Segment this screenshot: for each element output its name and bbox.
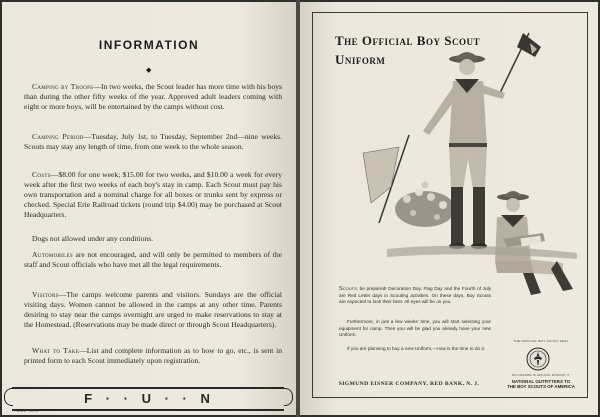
- paragraph-text: —$8.00 for one week; $15.00 for two weeks, and $10.00 a week for every week after the first two weeks of each boy's stay in camp. Each Scout must pay his own transportation and a nominal charge for all boxes or trunks sent by express or checked. Special Erie Railroad tickets (round trip $4.00) may be purchased at Scout Headquarters.: [24, 170, 282, 219]
- outfitters-line-2: THE BOY SCOUTS OF AMERICA: [507, 384, 575, 389]
- paragraph-text: —Tuesday, July 1st, to Tuesday, September 2nd—nine weeks. Scouts may stay any length of time, from one week to the whole season.: [24, 132, 282, 151]
- advertisement-title: [335, 31, 515, 69]
- seal-note: NO UNIFORM IS OFFICIAL WITHOUT IT: [512, 374, 570, 377]
- right-page: [300, 2, 598, 415]
- paragraph-lead: Automobiles: [32, 250, 73, 259]
- paragraph-what-to-take: [24, 346, 282, 366]
- diamond-ornament-icon: ◆: [146, 66, 152, 74]
- paragraph-lead: Visitors: [32, 290, 59, 299]
- company-name: SIGMUND EISNER COMPANY, RED BANK, N. J.: [338, 381, 480, 387]
- ad-copy-text: Furthermore, in just a few weeks' time, you will start selecting your equipment for camp. Then you will be glad you already have your new Uniform.: [339, 319, 491, 338]
- paragraph-lead: Camping by Troops: [32, 82, 94, 91]
- paragraph-costs: [24, 170, 282, 220]
- seated-scout-figure: [495, 191, 573, 295]
- left-page: [2, 2, 296, 415]
- flower-bush-icon: [395, 182, 455, 228]
- paragraph-text: are not encouraged, and will only be permitted to members of the staff and Scout officials who have met all the legal requirements.: [24, 250, 282, 269]
- paragraph-text: —The camps welcome parents and visitors. Sundays are the official visiting days. Women cannot be allowed in the camps at any other time. Parents desiring to stay near the camps overnight are urged to make reservations to stay at the Homestead. (Reservations may be made direct or through Scout Headquarters).: [24, 290, 282, 329]
- paragraph-camping-by-troops: [24, 82, 282, 112]
- paragraph-automobiles: [24, 250, 282, 270]
- ad-copy-text: , be prepared! Decoration Day, Flag Day and the Fourth of July are Red Letter days in Scouting activities. On these days, Boy Scouts are expected to look their best. All eyes will be on you.: [339, 286, 491, 305]
- outfitters-text: [497, 379, 585, 389]
- page-number: PAGE TEN: [14, 408, 38, 413]
- right-scroll-ornament-icon: [284, 388, 293, 406]
- ad-copy-lead: Scouts: [339, 286, 357, 292]
- advertisement-frame: [312, 12, 588, 398]
- paragraph-text: —In two weeks, the Scout leader has more time with his boys than during the other fifty weeks of the year. Approved adult leaders coming with eight or more boys, will be entertained by the camps without cost.: [24, 82, 282, 111]
- paragraph-text: —List and complete information as to how to go, etc., is sent in printed form to each Scout immediately upon registration.: [24, 346, 282, 365]
- paragraph-visitors: [24, 290, 282, 330]
- ad-copy-paragraph-2: [339, 319, 491, 339]
- paragraph-text: Dogs not allowed under any conditions.: [32, 234, 154, 243]
- paragraph-lead: What to Take: [32, 346, 80, 355]
- ad-copy-paragraph-3: [339, 346, 491, 353]
- paragraph-camping-period: [24, 132, 282, 152]
- paragraph-lead: Costs: [32, 170, 51, 179]
- paragraph-dogs: [24, 234, 282, 244]
- page-heading: INFORMATION: [98, 38, 200, 52]
- fun-banner: [12, 387, 284, 411]
- fun-banner-text: F · · U · · N: [84, 391, 212, 406]
- advertisement-title-line-2: Uniform: [335, 52, 386, 67]
- advertisement-title-line-1: The Official Boy Scout: [335, 33, 480, 48]
- seal-caption: THE OFFICIAL BOY SCOUT SEAL: [513, 339, 569, 343]
- ad-copy-text: If you are planning to buy a new Uniform,—now is the time to do it.: [347, 346, 486, 351]
- ad-copy-paragraph-1: [339, 286, 491, 306]
- paragraph-lead: Camping Period: [32, 132, 84, 141]
- scout-seal-icon: [526, 347, 550, 371]
- outfitters-line-1: NATIONAL OUTFITTERS TO: [511, 379, 571, 384]
